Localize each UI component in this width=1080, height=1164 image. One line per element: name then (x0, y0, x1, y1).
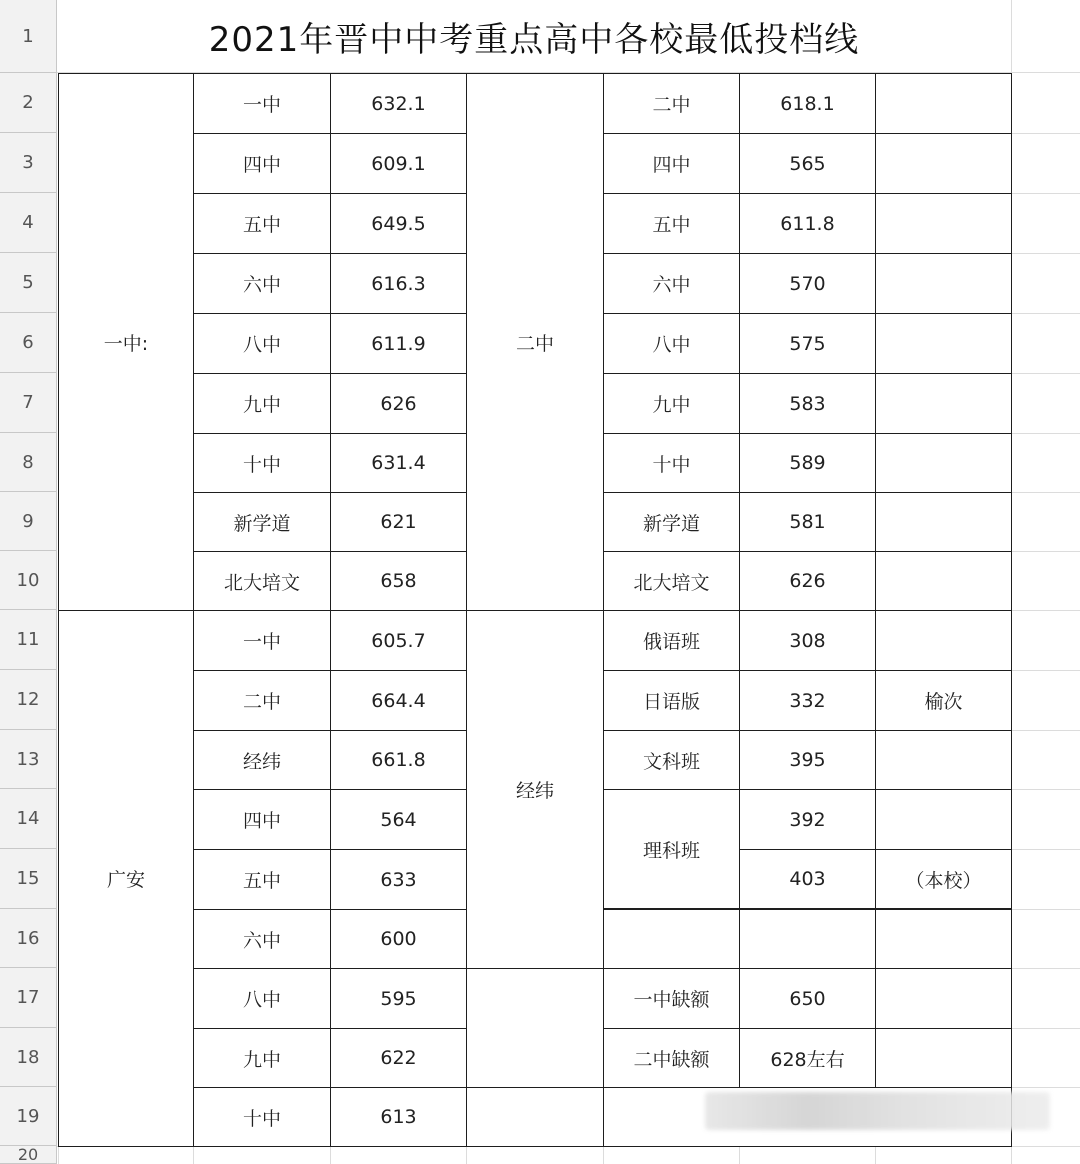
row-number: 14 (16, 808, 40, 829)
gridline (330, 1146, 331, 1164)
school-cell[interactable]: 二中缺额 (603, 1028, 740, 1088)
score-cell[interactable]: 395 (739, 730, 876, 790)
row-header[interactable] (0, 1146, 57, 1164)
score-cell[interactable]: 595 (330, 968, 467, 1029)
score-cell[interactable]: 581 (739, 492, 876, 552)
score-cell[interactable]: 616.3 (330, 253, 467, 314)
note-cell[interactable] (875, 551, 1012, 611)
row-number: 16 (16, 927, 40, 949)
gridline (1011, 313, 1080, 314)
school-cell[interactable]: 五中 (193, 849, 331, 910)
row-number: 11 (16, 629, 40, 650)
note-cell[interactable] (875, 313, 1012, 374)
score-cell[interactable]: 649.5 (330, 193, 467, 254)
row-number: 1 (22, 25, 34, 47)
school-cell[interactable]: 九中 (603, 373, 740, 434)
row-number: 17 (16, 987, 40, 1008)
score-cell[interactable] (739, 909, 876, 969)
score-cell[interactable]: 403 (739, 849, 876, 909)
school-cell[interactable] (603, 909, 740, 969)
group-cell-guangan[interactable] (58, 610, 194, 1147)
row-number: 10 (16, 569, 40, 591)
school-cell[interactable]: 十中 (603, 433, 740, 493)
score-cell[interactable]: 632.1 (330, 73, 467, 134)
row-number: 3 (22, 152, 34, 173)
gridline (739, 1146, 740, 1164)
note-cell[interactable] (875, 730, 1012, 790)
school-cell[interactable]: 一中 (193, 610, 331, 671)
row-number: 12 (16, 689, 40, 710)
school-cell[interactable]: 五中 (603, 193, 740, 254)
score-cell[interactable]: 611.8 (739, 193, 876, 254)
group-cell-jingwei[interactable] (466, 610, 604, 969)
row-header[interactable] (0, 909, 57, 968)
school-cell[interactable]: 四中 (193, 789, 331, 850)
row-header[interactable] (0, 253, 57, 313)
note-cell[interactable] (875, 73, 1012, 134)
note-cell[interactable]: （本校） (875, 849, 1012, 909)
note-cell[interactable] (875, 968, 1012, 1029)
note-cell[interactable] (875, 1028, 1012, 1088)
gridline (1011, 909, 1080, 910)
row-header[interactable] (0, 1087, 57, 1146)
row-header[interactable] (0, 373, 57, 433)
score-cell[interactable]: 583 (739, 373, 876, 434)
row-header[interactable] (0, 670, 57, 730)
school-cell[interactable]: 一中 (193, 73, 331, 134)
group-cell-yizhong[interactable] (58, 73, 194, 611)
gridline (1011, 373, 1080, 374)
gridline (1011, 789, 1080, 790)
gridline (1011, 1028, 1080, 1029)
row-header[interactable] (0, 1028, 57, 1087)
score-cell[interactable]: 565 (739, 133, 876, 194)
gridline (1011, 193, 1080, 194)
score-cell[interactable]: 664.4 (330, 670, 467, 731)
gridline (1011, 968, 1080, 969)
gridline (1011, 670, 1080, 671)
gridline (466, 1146, 467, 1164)
gridline (1011, 730, 1080, 731)
score-cell[interactable]: 661.8 (330, 730, 467, 790)
score-cell[interactable]: 611.9 (330, 313, 467, 374)
row-header[interactable] (0, 968, 57, 1028)
school-cell[interactable]: 九中 (193, 373, 331, 434)
gridline (1011, 133, 1080, 134)
school-cell[interactable]: 俄语班 (603, 610, 740, 671)
empty-cell[interactable] (466, 1087, 604, 1147)
row-number: 7 (22, 392, 34, 413)
score-cell[interactable]: 621 (330, 492, 467, 552)
row-number: 20 (17, 1145, 39, 1164)
note-cell[interactable]: 榆次 (875, 670, 1012, 731)
school-cell[interactable]: 新学道 (603, 492, 740, 552)
note-cell[interactable] (875, 492, 1012, 552)
row-number: 5 (22, 272, 34, 293)
row-header[interactable] (0, 849, 57, 909)
school-cell[interactable]: 经纬 (193, 730, 331, 790)
score-cell[interactable]: 613 (330, 1087, 467, 1147)
score-cell[interactable]: 600 (330, 909, 467, 969)
school-cell[interactable]: 北大培文 (603, 551, 740, 611)
score-cell[interactable]: 628左右 (739, 1028, 876, 1088)
school-cell[interactable]: 八中 (193, 313, 331, 374)
score-cell[interactable]: 626 (330, 373, 467, 434)
score-cell[interactable]: 605.7 (330, 610, 467, 671)
school-cell[interactable]: 四中 (603, 133, 740, 194)
school-cell[interactable]: 六中 (193, 253, 331, 314)
gridline (58, 1146, 59, 1164)
group-label: 广安 (106, 869, 145, 891)
row-header[interactable] (0, 433, 57, 492)
row-header[interactable] (0, 789, 57, 849)
group-label: 一中: (103, 332, 149, 355)
gridline (1011, 253, 1080, 254)
note-cell[interactable] (875, 909, 1012, 969)
school-cell[interactable]: 二中 (603, 73, 740, 134)
score-cell[interactable]: 575 (739, 313, 876, 374)
score-cell[interactable]: 589 (739, 433, 876, 493)
school-cell[interactable]: 日语版 (603, 670, 740, 731)
gridline (1011, 849, 1080, 850)
school-cell[interactable]: 五中 (193, 193, 331, 254)
score-cell[interactable]: 631.4 (330, 433, 467, 493)
note-cell[interactable] (875, 133, 1012, 194)
gridline (1011, 1087, 1080, 1088)
school-cell[interactable]: 六中 (603, 253, 740, 314)
note-cell[interactable] (875, 433, 1012, 493)
school-cell[interactable]: 北大培文 (193, 551, 331, 611)
row-number: 8 (22, 451, 34, 473)
row-header[interactable] (0, 313, 57, 373)
gridline (603, 1146, 604, 1164)
row-header[interactable] (0, 492, 57, 551)
score-cell[interactable]: 650 (739, 968, 876, 1029)
score-cell[interactable]: 622 (330, 1028, 467, 1088)
school-cell-merged[interactable]: 理科班 (603, 789, 740, 909)
note-cell[interactable] (875, 610, 1012, 671)
school-cell[interactable]: 十中 (193, 1087, 331, 1147)
score-cell[interactable]: 308 (739, 610, 876, 671)
row-header[interactable] (0, 610, 57, 670)
row-number: 9 (22, 510, 34, 532)
score-cell[interactable]: 618.1 (739, 73, 876, 134)
row-header[interactable] (0, 133, 57, 193)
row-number: 15 (16, 868, 40, 889)
row-number: 4 (22, 212, 34, 233)
score-cell[interactable]: 392 (739, 789, 876, 850)
score-cell[interactable]: 626 (739, 551, 876, 611)
school-cell[interactable]: 一中缺额 (603, 968, 740, 1029)
row-header[interactable] (0, 0, 57, 73)
gridline (1011, 610, 1080, 611)
row-header[interactable] (0, 730, 57, 789)
school-cell[interactable]: 新学道 (193, 492, 331, 552)
group-cell-erzhong[interactable] (466, 73, 604, 611)
row-number: 13 (16, 748, 40, 770)
school-cell[interactable]: 二中 (193, 670, 331, 731)
note-cell[interactable] (875, 373, 1012, 434)
row-number: 18 (16, 1046, 40, 1068)
row-header[interactable] (0, 193, 57, 253)
gridline (1011, 433, 1080, 434)
score-cell[interactable]: 658 (330, 551, 467, 611)
note-cell[interactable] (875, 789, 1012, 850)
note-cell[interactable] (875, 253, 1012, 314)
gridline (875, 1146, 876, 1164)
group-label: 经纬 (515, 780, 554, 802)
score-cell[interactable]: 609.1 (330, 133, 467, 194)
school-cell[interactable]: 九中 (193, 1028, 331, 1088)
gridline (1011, 551, 1080, 552)
row-number: 19 (16, 1105, 40, 1127)
row-number: 6 (22, 332, 34, 353)
row-number: 2 (22, 92, 34, 113)
note-cell[interactable] (875, 193, 1012, 254)
watermark (705, 1092, 1050, 1130)
school-cell[interactable]: 文科班 (603, 730, 740, 790)
score-cell[interactable]: 633 (330, 849, 467, 910)
gridline (193, 1146, 194, 1164)
page-title: 2021年晋中中考重点高中各校最低投档线 (208, 19, 860, 60)
empty-cell[interactable] (466, 968, 604, 1088)
row-header[interactable] (0, 551, 57, 610)
gridline (1011, 492, 1080, 493)
score-cell[interactable]: 564 (330, 789, 467, 850)
school-cell[interactable]: 六中 (193, 909, 331, 969)
group-label: 二中 (515, 332, 554, 355)
school-cell[interactable]: 八中 (193, 968, 331, 1029)
score-cell[interactable]: 570 (739, 253, 876, 314)
row-header[interactable] (0, 73, 57, 133)
school-cell[interactable]: 八中 (603, 313, 740, 374)
school-cell[interactable]: 四中 (193, 133, 331, 194)
score-cell[interactable]: 332 (739, 670, 876, 731)
school-cell[interactable]: 十中 (193, 433, 331, 493)
